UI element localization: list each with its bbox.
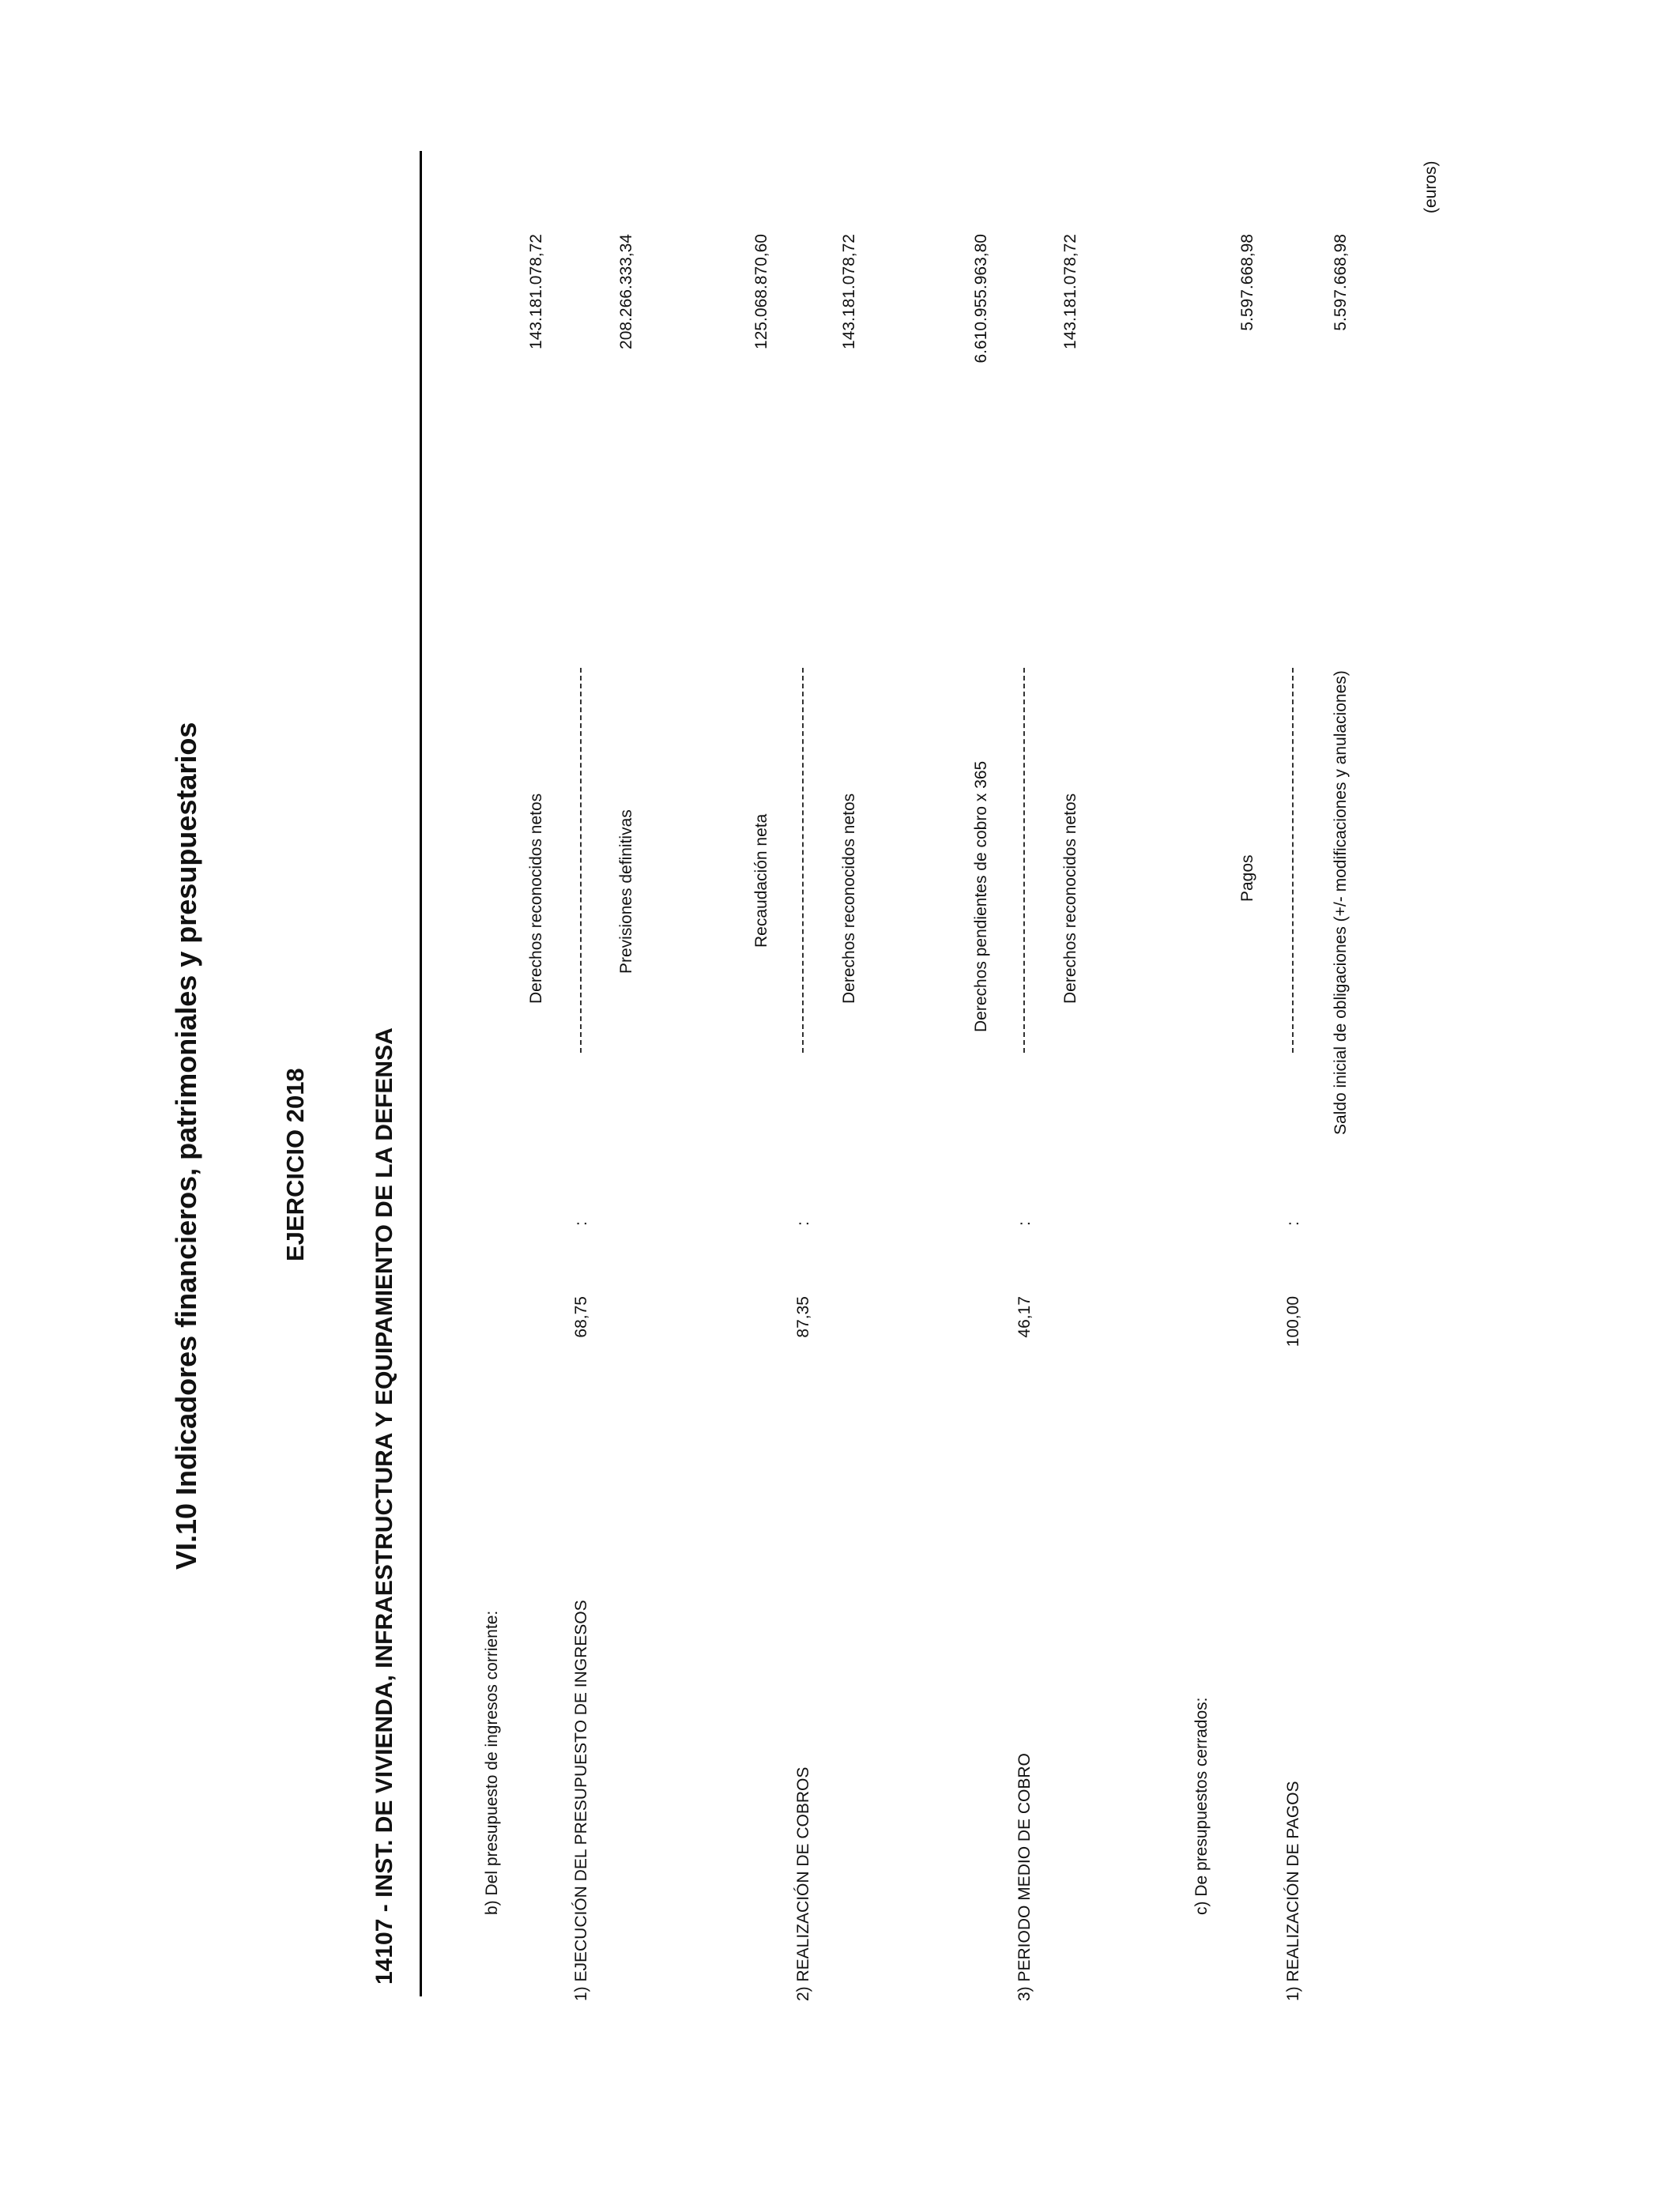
numerator-value-periodo: 6.610.955.963,80 <box>972 234 990 364</box>
indicator-value-cobros: 87,35 <box>794 1296 812 1338</box>
colon-periodo: : <box>1015 1221 1034 1226</box>
denominator-label-pagos: Saldo inicial de obligaciones (+/- modificaciones y anulaciones) <box>1332 670 1350 1135</box>
colon-ejecucion: : <box>572 1221 590 1226</box>
numerator-value-ejecucion: 143.181.078,72 <box>527 234 545 349</box>
fiscal-year-heading: EJERCICIO 2018 <box>281 1068 309 1261</box>
indicator-label-pagos: 1) REALIZACIÓN DE PAGOS <box>1284 1781 1302 2001</box>
numerator-label-pagos: Pagos <box>1238 854 1256 902</box>
denominator-value-pagos: 5.597.668,98 <box>1332 234 1350 331</box>
header-rule <box>420 151 422 1996</box>
fraction-line-periodo <box>1023 668 1025 1053</box>
entity-heading: 14107 - INST. DE VIVIENDA, INFRAESTRUCTURA Y EQUIPAMIENTO DE LA DEFENSA <box>371 1027 397 1985</box>
indicator-label-cobros: 2) REALIZACIÓN DE COBROS <box>794 1766 812 2001</box>
numerator-value-cobros: 125.068.870,60 <box>752 234 770 349</box>
denominator-value-ejecucion: 208.266.333,34 <box>617 234 635 349</box>
colon-cobros: : <box>794 1221 812 1226</box>
fraction-line-ejecucion <box>580 668 582 1053</box>
denominator-label-cobros: Derechos reconocidos netos <box>840 793 858 1004</box>
units-label: (euros) <box>1422 160 1440 213</box>
numerator-label-ejecucion: Derechos reconocidos netos <box>527 793 545 1004</box>
denominator-value-cobros: 143.181.078,72 <box>840 234 858 349</box>
section-b-heading: b) Del presupuesto de ingresos corriente: <box>483 1610 501 1915</box>
fraction-line-pagos <box>1292 668 1294 1053</box>
indicator-value-pagos: 100,00 <box>1284 1296 1302 1348</box>
indicator-value-periodo: 46,17 <box>1015 1296 1034 1338</box>
page-title: VI.10 Indicadores financieros, patrimoniales y presupuestarios <box>170 722 202 1570</box>
colon-pagos: : <box>1284 1221 1302 1226</box>
indicator-label-ejecucion: 1) EJECUCIÓN DEL PRESUPUESTO DE INGRESOS <box>572 1600 590 2001</box>
numerator-value-pagos: 5.597.668,98 <box>1238 234 1256 331</box>
numerator-label-cobros: Recaudación neta <box>752 813 770 948</box>
denominator-label-ejecucion: Previsiones definitivas <box>617 809 635 974</box>
fraction-line-cobros <box>802 668 804 1053</box>
section-c-heading: c) De presupuestos cerrados: <box>1192 1697 1211 1915</box>
denominator-label-periodo: Derechos reconocidos netos <box>1061 793 1079 1004</box>
denominator-value-periodo: 143.181.078,72 <box>1061 234 1079 349</box>
indicator-value-ejecucion: 68,75 <box>572 1296 590 1338</box>
indicator-label-periodo: 3) PERIODO MEDIO DE COBRO <box>1015 1753 1034 2001</box>
numerator-label-periodo: Derechos pendientes de cobro x 365 <box>972 760 990 1032</box>
